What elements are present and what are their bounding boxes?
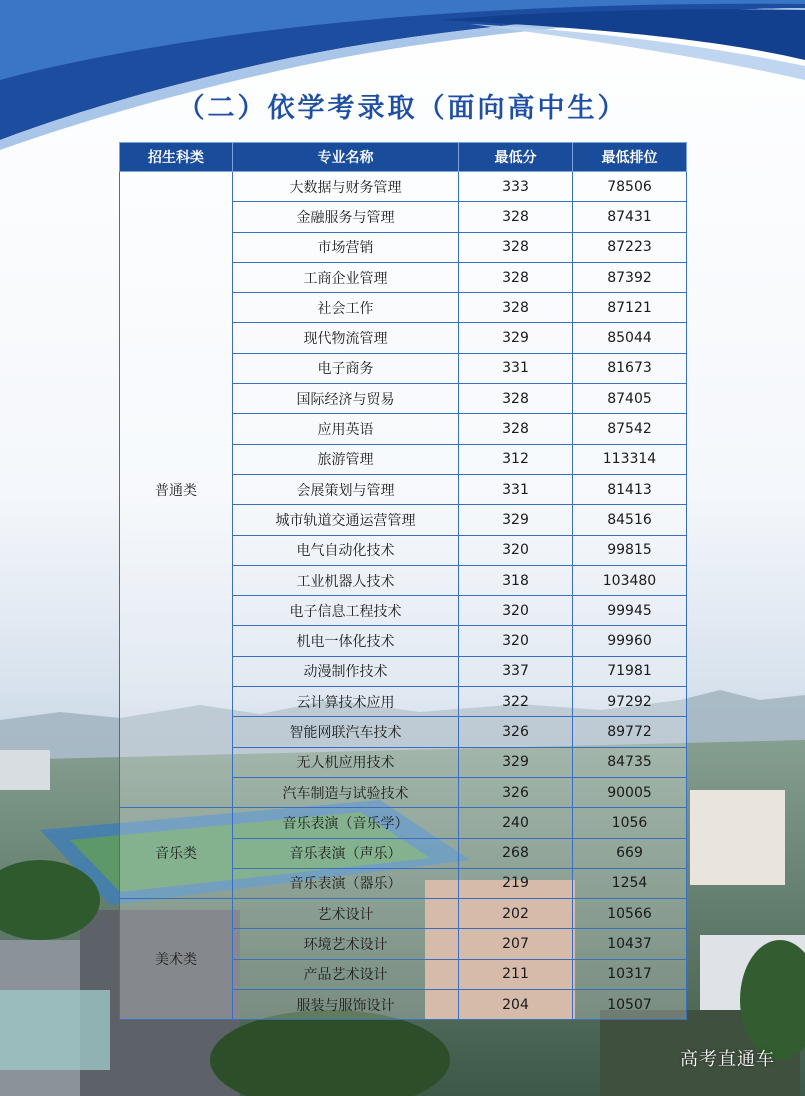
min-score-cell: 329 bbox=[459, 505, 573, 535]
major-name-cell: 音乐表演（器乐） bbox=[233, 868, 459, 898]
min-score-cell: 328 bbox=[459, 384, 573, 414]
major-name-cell: 音乐表演（声乐） bbox=[233, 838, 459, 868]
min-score-cell: 211 bbox=[459, 959, 573, 989]
category-cell: 普通类 bbox=[120, 172, 233, 808]
min-score-cell: 328 bbox=[459, 202, 573, 232]
min-rank-cell: 87405 bbox=[573, 384, 687, 414]
min-rank-cell: 97292 bbox=[573, 687, 687, 717]
major-name-cell: 无人机应用技术 bbox=[233, 747, 459, 777]
min-score-cell: 240 bbox=[459, 808, 573, 838]
table-row bbox=[120, 172, 687, 202]
major-name-cell: 城市轨道交通运营管理 bbox=[233, 505, 459, 535]
min-rank-cell: 89772 bbox=[573, 717, 687, 747]
header-min-score: 最低分 bbox=[459, 143, 573, 172]
min-score-cell: 329 bbox=[459, 747, 573, 777]
min-rank-cell: 81673 bbox=[573, 353, 687, 383]
min-rank-cell: 78506 bbox=[573, 172, 687, 202]
header-category: 招生科类 bbox=[120, 143, 233, 172]
min-score-cell: 219 bbox=[459, 868, 573, 898]
category-cell: 音乐类 bbox=[120, 808, 233, 899]
min-score-cell: 326 bbox=[459, 777, 573, 807]
min-score-cell: 320 bbox=[459, 626, 573, 656]
min-score-cell: 207 bbox=[459, 929, 573, 959]
major-name-cell: 金融服务与管理 bbox=[233, 202, 459, 232]
table-row bbox=[120, 808, 687, 838]
watermark-text: 高考直通车 bbox=[680, 1049, 775, 1070]
major-name-cell: 音乐表演（音乐学） bbox=[233, 808, 459, 838]
min-rank-cell: 103480 bbox=[573, 565, 687, 595]
min-score-cell: 312 bbox=[459, 444, 573, 474]
min-score-cell: 329 bbox=[459, 323, 573, 353]
min-score-cell: 331 bbox=[459, 474, 573, 504]
min-rank-cell: 87223 bbox=[573, 232, 687, 262]
min-score-cell: 328 bbox=[459, 262, 573, 292]
min-rank-cell: 10507 bbox=[573, 990, 687, 1020]
min-score-cell: 337 bbox=[459, 656, 573, 686]
min-rank-cell: 81413 bbox=[573, 474, 687, 504]
admission-table bbox=[119, 142, 687, 1020]
min-score-cell: 204 bbox=[459, 990, 573, 1020]
major-name-cell: 电子信息工程技术 bbox=[233, 596, 459, 626]
header-major-name: 专业名称 bbox=[233, 143, 459, 172]
min-score-cell: 326 bbox=[459, 717, 573, 747]
min-score-cell: 322 bbox=[459, 687, 573, 717]
major-name-cell: 汽车制造与试验技术 bbox=[233, 777, 459, 807]
min-rank-cell: 87542 bbox=[573, 414, 687, 444]
min-rank-cell: 87392 bbox=[573, 262, 687, 292]
major-name-cell: 会展策划与管理 bbox=[233, 474, 459, 504]
min-rank-cell: 99945 bbox=[573, 596, 687, 626]
min-score-cell: 328 bbox=[459, 293, 573, 323]
min-rank-cell: 99815 bbox=[573, 535, 687, 565]
min-score-cell: 333 bbox=[459, 172, 573, 202]
major-name-cell: 旅游管理 bbox=[233, 444, 459, 474]
min-score-cell: 328 bbox=[459, 232, 573, 262]
min-rank-cell: 90005 bbox=[573, 777, 687, 807]
header-min-rank: 最低排位 bbox=[573, 143, 687, 172]
min-rank-cell: 669 bbox=[573, 838, 687, 868]
table-body bbox=[120, 172, 687, 1020]
major-name-cell: 产品艺术设计 bbox=[233, 959, 459, 989]
min-rank-cell: 99960 bbox=[573, 626, 687, 656]
major-name-cell: 社会工作 bbox=[233, 293, 459, 323]
table-header-row bbox=[120, 143, 687, 172]
major-name-cell: 智能网联汽车技术 bbox=[233, 717, 459, 747]
min-score-cell: 320 bbox=[459, 535, 573, 565]
major-name-cell: 市场营销 bbox=[233, 232, 459, 262]
min-score-cell: 268 bbox=[459, 838, 573, 868]
min-rank-cell: 10566 bbox=[573, 899, 687, 929]
min-score-cell: 320 bbox=[459, 596, 573, 626]
major-name-cell: 工业机器人技术 bbox=[233, 565, 459, 595]
min-rank-cell: 84516 bbox=[573, 505, 687, 535]
major-name-cell: 服装与服饰设计 bbox=[233, 990, 459, 1020]
min-score-cell: 318 bbox=[459, 565, 573, 595]
major-name-cell: 环境艺术设计 bbox=[233, 929, 459, 959]
min-rank-cell: 1056 bbox=[573, 808, 687, 838]
major-name-cell: 应用英语 bbox=[233, 414, 459, 444]
major-name-cell: 电气自动化技术 bbox=[233, 535, 459, 565]
min-rank-cell: 10317 bbox=[573, 959, 687, 989]
major-name-cell: 云计算技术应用 bbox=[233, 687, 459, 717]
major-name-cell: 大数据与财务管理 bbox=[233, 172, 459, 202]
major-name-cell: 工商企业管理 bbox=[233, 262, 459, 292]
min-rank-cell: 113314 bbox=[573, 444, 687, 474]
min-rank-cell: 87121 bbox=[573, 293, 687, 323]
min-rank-cell: 87431 bbox=[573, 202, 687, 232]
min-score-cell: 202 bbox=[459, 899, 573, 929]
page-title: （二）依学考录取（面向高中生） bbox=[177, 93, 628, 124]
major-name-cell: 现代物流管理 bbox=[233, 323, 459, 353]
category-cell: 美术类 bbox=[120, 899, 233, 1020]
min-rank-cell: 10437 bbox=[573, 929, 687, 959]
major-name-cell: 国际经济与贸易 bbox=[233, 384, 459, 414]
min-score-cell: 331 bbox=[459, 353, 573, 383]
min-rank-cell: 71981 bbox=[573, 656, 687, 686]
min-score-cell: 328 bbox=[459, 414, 573, 444]
major-name-cell: 动漫制作技术 bbox=[233, 656, 459, 686]
major-name-cell: 机电一体化技术 bbox=[233, 626, 459, 656]
major-name-cell: 电子商务 bbox=[233, 353, 459, 383]
table-row bbox=[120, 899, 687, 929]
major-name-cell: 艺术设计 bbox=[233, 899, 459, 929]
min-rank-cell: 1254 bbox=[573, 868, 687, 898]
min-rank-cell: 85044 bbox=[573, 323, 687, 353]
min-rank-cell: 84735 bbox=[573, 747, 687, 777]
